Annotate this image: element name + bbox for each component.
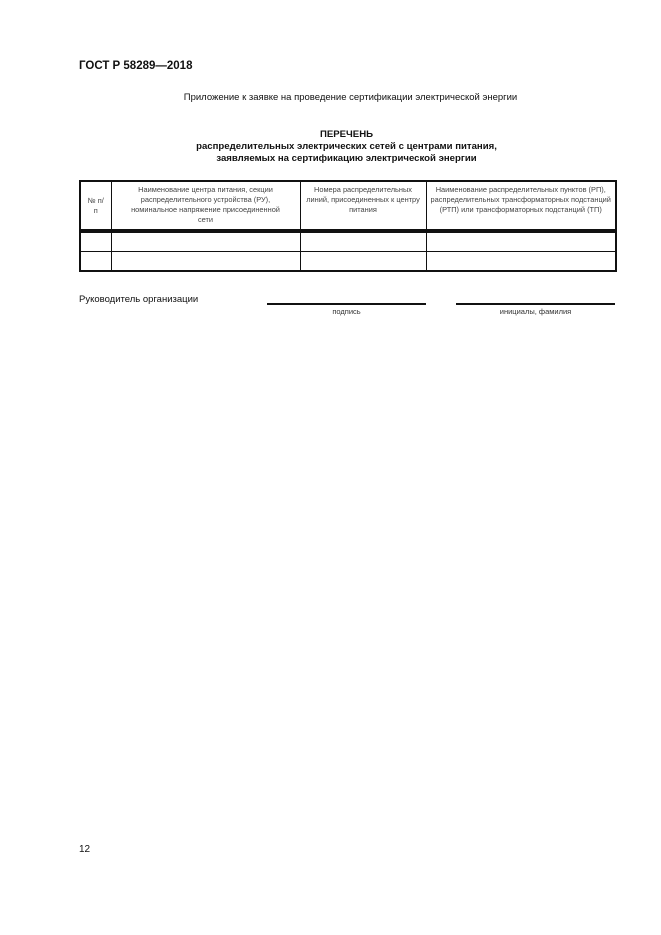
table-cell[interactable] [300, 252, 426, 272]
header-substations: Наименование распределительных пунктов (РП), распределительных трансформаторных подстанций (РТП) или трансформаторных подстанций (ТП) [426, 181, 616, 231]
document-title [79, 129, 614, 165]
table-cell[interactable] [80, 231, 111, 252]
signatory-label: Руководитель организации [79, 294, 199, 305]
header-number: № п/п [80, 181, 111, 231]
table-row [80, 252, 616, 272]
standard-number: ГОСТ Р 58289—2018 [79, 60, 193, 72]
table-cell[interactable] [111, 252, 300, 272]
signature-caption: подпись [332, 307, 361, 316]
networks-table [79, 180, 617, 272]
header-power-center: Наименование центра питания, секции распределительного устройства (РУ), номинальное напряжение присоединенной сети [111, 181, 300, 231]
name-caption: инициалы, фамилия [499, 307, 572, 316]
appendix-title: Приложение к заявке на проведение сертификации электрической энергии [183, 92, 518, 103]
title-line-1: ПЕРЕЧЕНЬ [319, 129, 374, 140]
table-row [80, 231, 616, 252]
table-cell[interactable] [426, 231, 616, 252]
header-line-numbers: Номера распределительных линий, присоединенных к центру питания [300, 181, 426, 231]
page-number: 12 [79, 844, 91, 855]
title-line-3: заявляемых на сертификацию электрической энергии [216, 153, 477, 164]
table-cell[interactable] [426, 252, 616, 272]
table-header-row [80, 181, 616, 231]
table-cell[interactable] [80, 252, 111, 272]
name-line[interactable] [456, 303, 615, 305]
title-line-2: распределительных электрических сетей с центрами питания, [196, 141, 497, 152]
signature-line[interactable] [267, 303, 426, 305]
table-cell[interactable] [111, 231, 300, 252]
table-cell[interactable] [300, 231, 426, 252]
